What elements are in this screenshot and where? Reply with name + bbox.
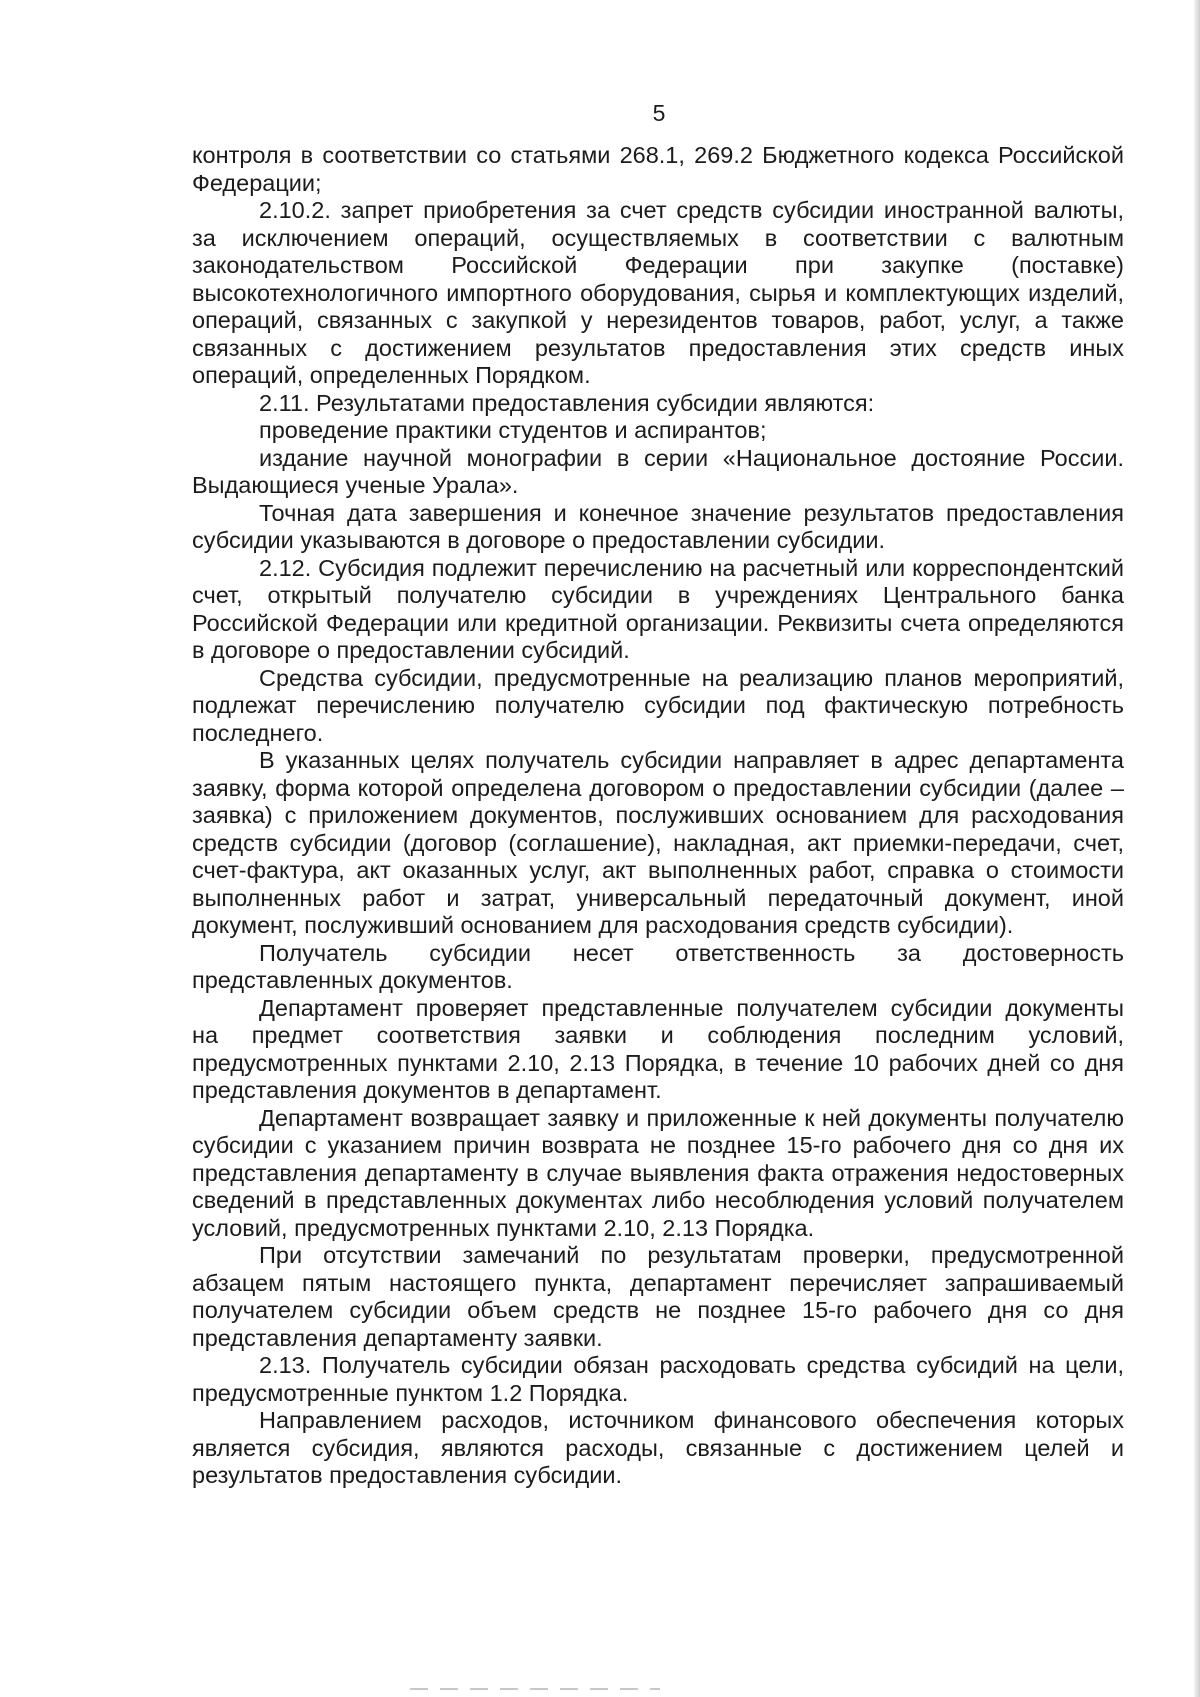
paragraph-result-practice: проведение практики студентов и аспирантов; bbox=[259, 417, 767, 443]
paragraph-responsibility: Получатель субсидии несет ответственность за достоверность представленных документов. bbox=[192, 939, 1124, 993]
paragraph-department-return: Департамент возвращает заявку и приложенные к ней документы получателю субсидии с указанием причин возврата не позднее 15-го рабочего дня со дня их представления департаменту в случае выявления факта отражения недостоверных сведений в представленных документах либо несоблюдения условий получателем условий, предусмотренных пунктами 2.10, 2.13 Порядка. bbox=[192, 1104, 1124, 1241]
paragraph-no-remarks: При отсутствии замечаний по результатам проверки, предусмотренной абзацем пятым настоящего пункта, департамент перечисляет запрашиваемый получателем субсидии объем средств не позднее 15-го рабочего дня со дня представления департаменту заявки. bbox=[192, 1242, 1124, 1351]
paragraph-expense-direction: Направлением расходов, источником финансового обеспечения которых является субсидия, являются расходы, связанные с достижением целей и результатов предоставления субсидии. bbox=[192, 1407, 1124, 1488]
document-body bbox=[192, 142, 1124, 1490]
paragraph-application: В указанных целях получатель субсидии направляет в адрес департамента заявку, форма которой определена договором о предоставлении субсидии (далее – заявка) с приложением документов, послуживших основанием для расходования средств субсидии (договор (соглашение), накладная, акт приемки-передачи, счет, счет-фактура, акт оказанных услуг, акт выполненных работ, справка о стоимости выполненных работ и затрат, универсальный передаточный документ, иной документ, послуживший основанием для расходования средств субсидии). bbox=[192, 747, 1124, 938]
paragraph-result-monograph: издание научной монографии в серии «Национальное достояние России. Выдающиеся ученые Урала». bbox=[192, 444, 1124, 498]
paragraph-2-12: 2.12. Субсидия подлежит перечислению на расчетный или корреспондентский счет, открытый получателю субсидии в учреждениях Центрального банка Российской Федерации или кредитной организации. Реквизиты счета определяются в договоре о предоставлении субсидий. bbox=[192, 554, 1124, 663]
paragraph-continuation: контроля в соответствии со статьями 268.1, 269.2 Бюджетного кодекса Российской Федерации; bbox=[192, 142, 1124, 196]
scan-bottom-artifact bbox=[410, 1688, 660, 1690]
page-number: 5 bbox=[652, 100, 666, 126]
paragraph-department-check: Департамент проверяет представленные получателем субсидии документы на предмет соответствия заявки и соблюдения последним условий, предусмотренных пунктами 2.10, 2.13 Порядка, в течение 10 рабочих дней со дня представления документов в департамент. bbox=[192, 994, 1124, 1103]
paragraph-funds-transfer: Средства субсидии, предусмотренные на реализацию планов мероприятий, подлежат перечислению получателю субсидии под фактическую потребность последнего. bbox=[192, 664, 1124, 746]
paragraph-2-10-2: 2.10.2. запрет приобретения за счет средств субсидии иностранной валюты, за исключением операций, осуществляемых в соответствии с валютным законодательством Российской Федерации при закупке (поставке) высокотехнологичного импортного оборудования, сырья и комплектующих изделий, операций, связанных с закупкой у нерезидентов товаров, работ, услуг, а также связанных с достижением результатов предоставления этих средств иных операций, определенных Порядком. bbox=[192, 197, 1124, 388]
paragraph-2-11: 2.11. Результатами предоставления субсидии являются: bbox=[259, 389, 875, 416]
scan-edge-shadow bbox=[1194, 0, 1200, 1697]
paragraph-result-dates: Точная дата завершения и конечное значение результатов предоставления субсидии указываются в договоре о предоставлении субсидии. bbox=[192, 499, 1124, 553]
paragraph-2-13: 2.13. Получатель субсидии обязан расходовать средства субсидий на цели, предусмотренные пунктом 1.2 Порядка. bbox=[192, 1352, 1124, 1406]
